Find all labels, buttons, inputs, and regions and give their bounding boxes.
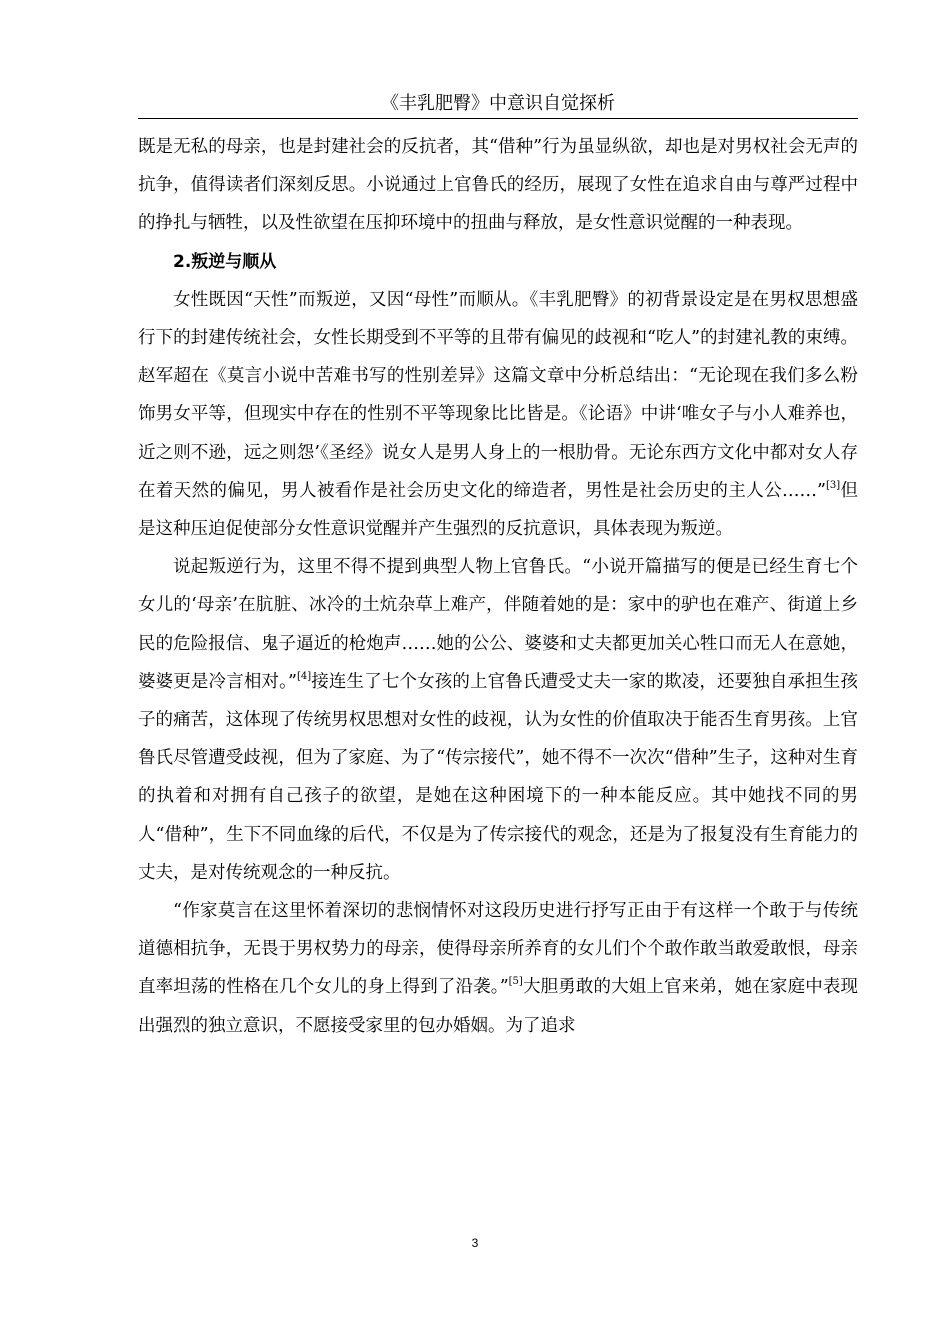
page-header-title: 《丰乳肥臀》中意识自觉探析: [381, 93, 615, 114]
paragraph-4-tail: 大胆勇敢的大姐上官来弟，她在家庭中表现出强烈的独立意识，不愿接受家里的包办婚姻。为了追求: [138, 977, 858, 1036]
paragraph-2: [138, 281, 858, 548]
page-number: 3: [471, 1236, 479, 1250]
body-text: [138, 128, 858, 1045]
section-heading: 2.叛逆与顺从: [173, 251, 277, 272]
paragraph-2-tail: 但是这种压迫促使部分女性意识觉醒并产生强烈的反抗意识，具体表现为叛逆。: [138, 480, 858, 540]
paragraph-1: 既是无私的母亲，也是封建社会的反抗者，其“借种”行为虽显纵欲，却也是对男权社会无声的抗争，值得读者们深刻反思。小说通过上官鲁氏的经历，展现了女性在追求自由与尊严过程中的挣扎与牺牲，以及性欲望在压抑环境中的扭曲与释放，是女性意识觉醒的一种表现。: [138, 137, 858, 234]
paragraph-3-tail: 接连生了七个女孩的上官鲁氏遭受丈夫一家的欺凌，还要独自承担生孩子的痛苦，这体现了传统男权思想对女性的歧视，认为女性的价值取决于能否生育男孩。上官鲁氏尽管遭受歧视，但为了家庭、为了“传宗接代”，她不得不一次次“借种”生子，这种对生育的执着和对拥有自己孩子的欲望，是她在这种困境下的一种本能反应。其中她找不同的男人“借种”，生下不同血缘的后代，不仅是为了传宗接代的观念，还是为了报复没有生育能力的丈夫，是对传统观念的一种反抗。: [138, 671, 858, 883]
citation-4: [4]: [296, 670, 312, 682]
citation-3: [3]: [825, 479, 841, 491]
paragraph-4-text: “作家莫言在这里怀着深切的悲悯情怀对这段历史进行抒写正由于有这样一个敢于与传统道德相抗争，无畏于男权势力的母亲，使得母亲所养育的女儿们个个敢作敢当敢爱敢恨，母亲直率坦荡的性格在几个女儿的身上得到了沿袭。”: [138, 901, 858, 998]
paragraph-3-text: 说起叛逆行为，这里不得不提到典型人物上官鲁氏。“小说开篇描写的便是已经生育七个女儿的‘母亲’在肮脏、冰冷的土炕杂草上难产，伴随着她的是：家中的驴也在难产、街道上乡民的危险报信、鬼子逼近的枪炮声……她的公公、婆婆和丈夫都更加关心牲口而无人在意她，婆婆更是冷言相对。”: [138, 557, 858, 692]
header-divider: [138, 118, 858, 119]
paragraph-2-text: 女性既因“天性”而叛逆，又因“母性”而顺从。《丰乳肥臀》的初背景设定是在男权思想盛行下的封建传统社会，女性长期受到不平等的且带有偏见的歧视和“吃人”的封建礼教的束缚。赵军超在《莫言小说中苦难书写的性别差异》这篇文章中分析总结出：“无论现在我们多么粉饰男女平等，但现实中存在的性别不平等现象比比皆是。《论语》中讲‘唯女子与小人难养也，近之则不逊，远之则怨’《圣经》说女人是男人身上的一根肋骨。无论东西方文化中都对女人存在着天然的偏见，男人被看作是社会历史文化的缔造者，男性是社会历史的主人公……”: [138, 289, 858, 501]
paragraph-4: [138, 892, 858, 1045]
citation-5: [5]: [508, 976, 523, 988]
paragraph-3: [138, 548, 858, 892]
